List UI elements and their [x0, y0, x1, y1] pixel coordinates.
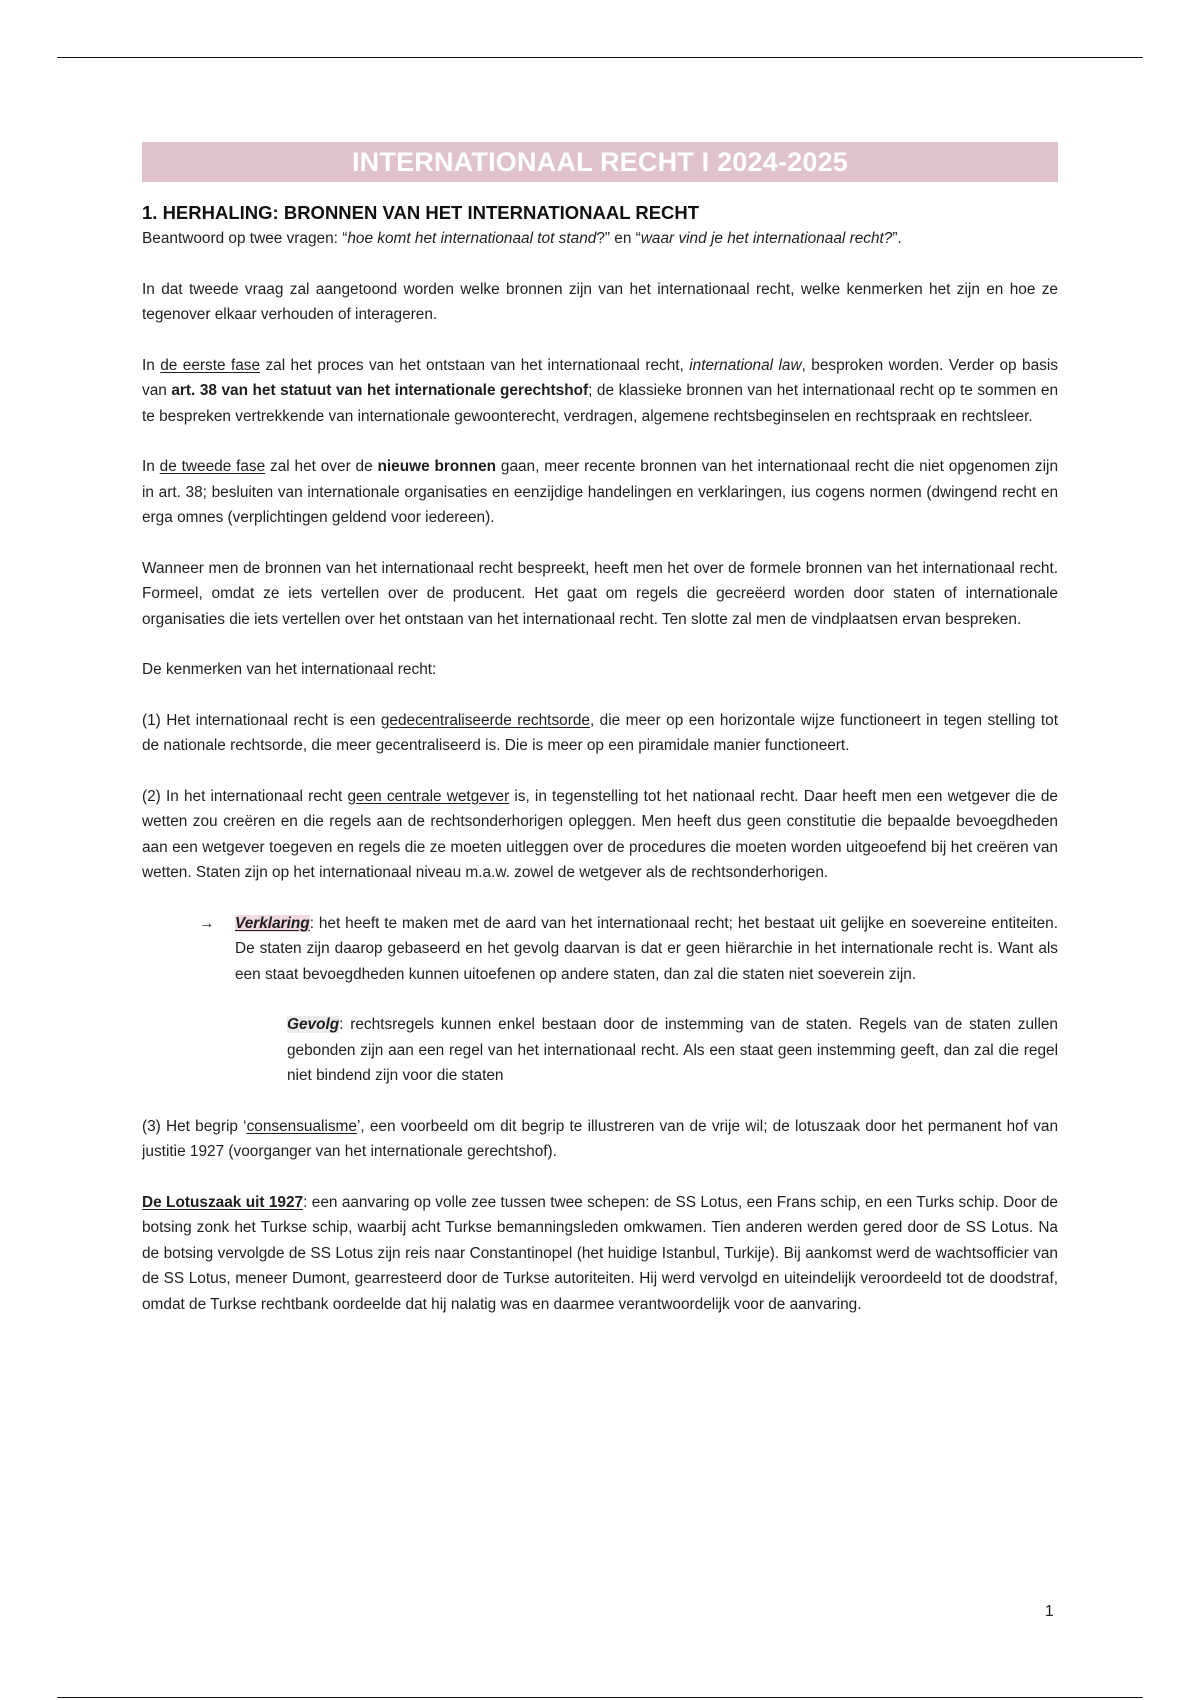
top-rule [57, 57, 1143, 58]
italic-international-law: international law [689, 356, 802, 374]
paragraph-tweede-fase: In de tweede fase zal het over de nieuwe bronnen gaan, meer recente bronnen van het internationaal recht die niet opgenomen zijn in art. 38; besluiten van internationale organisaties en eenzijdige handelingen en verklaringen, ius cogens normen (dwingend recht en erga omnes (verplichtingen geldend voor iedereen). [142, 458, 1059, 526]
gevolg-text: : rechtsregels kunnen enkel bestaan door de instemming van de staten. Regels van de staten zullen gebonden zijn aan een regel van het internationaal recht. Als een staat geen instemming geeft, dan zal die regel niet bindend zijn voor die staten [287, 1016, 1058, 1084]
kenmerk-2: (2) In het internationaal recht geen centrale wetgever is, in tegenstelling tot het nationaal recht. Daar heeft men een wetgever die de wetten zou creëren en die regels aan de rechtsonderhorigen opleggen. Men heeft dus geen constitutie die bepaalde bevoegdheden aan een wetgever toegeven en regels die ze moeten uitleggen over de procedures die moeten worden uitgeoefend bij het creëren van wetten. Staten zijn op het internationaal niveau m.a.w. zowel de wetgever als de rechtsonderhorigen. [142, 787, 1058, 881]
page-number: 1 [1045, 1603, 1054, 1620]
arrow-icon: → [199, 914, 215, 932]
section-heading: 1. HERHALING: BRONNEN VAN HET INTERNATIONAAL RECHT [142, 202, 700, 223]
paragraph-eerste-fase: In de eerste fase zal het proces van het ontstaan van het internationaal recht, international law, besproken worden. Verder op basis van art. 38 van het statuut van het internationale gerechtshof; de klassieke bronnen van het internationaal recht op te sommen en te bespreken vertrekkende van internationale gewoonterecht, verdragen, algemene rechtsbeginselen en rechtspraak en rechtsleer. [142, 356, 1059, 425]
paragraph-lotuszaak [142, 1190, 1058, 1318]
kenmerk-3: (3) Het begrip ‘consensualisme’, een voorbeeld om dit begrip te illustreren van de vrije wil; de lotuszaak door het permanent hof van justitie 1927 (voorganger van het internationale gerechtshof). [142, 1117, 1059, 1160]
underline-tweede-fase: de tweede fase [159, 458, 266, 475]
verklaring-block [142, 911, 1058, 988]
kenmerk-1: (1) Het internationaal recht is een gedecentraliseerde rechtsorde, die meer op een horizontale wijze functioneert in tegen stelling tot de nationale rechtsorde, die meer gecentraliseerd is. Die is meer op een piramidale manier functioneert. [142, 711, 1058, 754]
bottom-rule [57, 1697, 1143, 1698]
bold-nieuwe-bronnen: nieuwe bronnen [377, 458, 497, 475]
intro-text: ”. [892, 230, 902, 247]
intro-text: ?” en “ [596, 230, 641, 247]
paragraph-formele-bronnen: Wanneer men de bronnen van het internationaal recht bespreekt, heeft men het over de formele bronnen van het internationaal recht. Formeel, omdat ze iets vertellen over de producent. Het gaat om regels die gecreëerd worden door staten of internationale organisaties die iets vertellen over het ontstaan van het internationaal recht. Ten slotte zal men de vindplaatsen ervan bespreken. [142, 559, 1058, 628]
intro-text: Beantwoord op twee vragen: “ [142, 230, 348, 247]
intro-paragraph [142, 226, 1058, 252]
lotuszaak-title: De Lotuszaak uit 1927 [142, 1193, 304, 1211]
document-body [142, 142, 1058, 1342]
paragraph-kenmerken-intro: De kenmerken van het internationaal recht: [142, 661, 437, 678]
verklaring-text: : het heeft te maken met de aard van het internationaal recht; het bestaat uit gelijke en soevereine entiteiten. De staten zijn daarop gebaseerd en het gevolg daarvan is dat er geen hiërarchie in het internationale recht is. Want als een staat bevoegdheden kunnen uitoefenen op andere staten, dan zal die staten niet soeverein zijn. [235, 914, 1058, 983]
document-title-banner: INTERNATIONAAL RECHT I 2024-2025 [142, 142, 1058, 182]
verklaring-label: Verklaring [235, 914, 310, 932]
gevolg-block [142, 1012, 1058, 1089]
underline-eerste-fase: de eerste fase [160, 356, 261, 374]
lotuszaak-text: : een aanvaring op volle zee tussen twee schepen: de SS Lotus, een Frans schip, en een Turks schip. Door de botsing zonk het Turkse schip, waarbij acht Turkse bemanningsleden omkwamen. Tien anderen werden gered door de SS Lotus. Na de botsing vervolgde de SS Lotus zijn reis naar Constantinopel (het huidige Istanbul, Turkije). Bij aankomst werd de wachtsofficier van de SS Lotus, meneer Dumont, gearresteerd door de Turkse autoriteiten. Hij werd vervolgd en uiteindelijk veroordeeld tot de doodstraf, omdat de Turkse rechtbank oordeelde dat hij nalatig was en daarmee verantwoordelijk voor de aanvaring. [142, 1193, 1058, 1313]
intro-question-1: hoe komt het internationaal tot stand [347, 230, 597, 247]
underline-gedecentraliseerde-rechtsorde: gedecentraliseerde rechtsorde [380, 711, 590, 729]
underline-geen-centrale-wetgever: geen centrale wetgever [347, 787, 510, 805]
intro-question-2: waar vind je het internationaal recht? [640, 230, 893, 247]
paragraph-tweede-vraag: In dat tweede vraag zal aangetoond worden welke bronnen zijn van het internationaal recht, welke kenmerken het zijn en hoe ze tegenover elkaar verhouden of interageren. [142, 280, 1058, 323]
gevolg-label: Gevolg [287, 1016, 340, 1033]
bold-art-38: art. 38 van het statuut van het internationale gerechtshof [171, 382, 589, 399]
underline-consensualisme: consensualisme [246, 1117, 357, 1135]
